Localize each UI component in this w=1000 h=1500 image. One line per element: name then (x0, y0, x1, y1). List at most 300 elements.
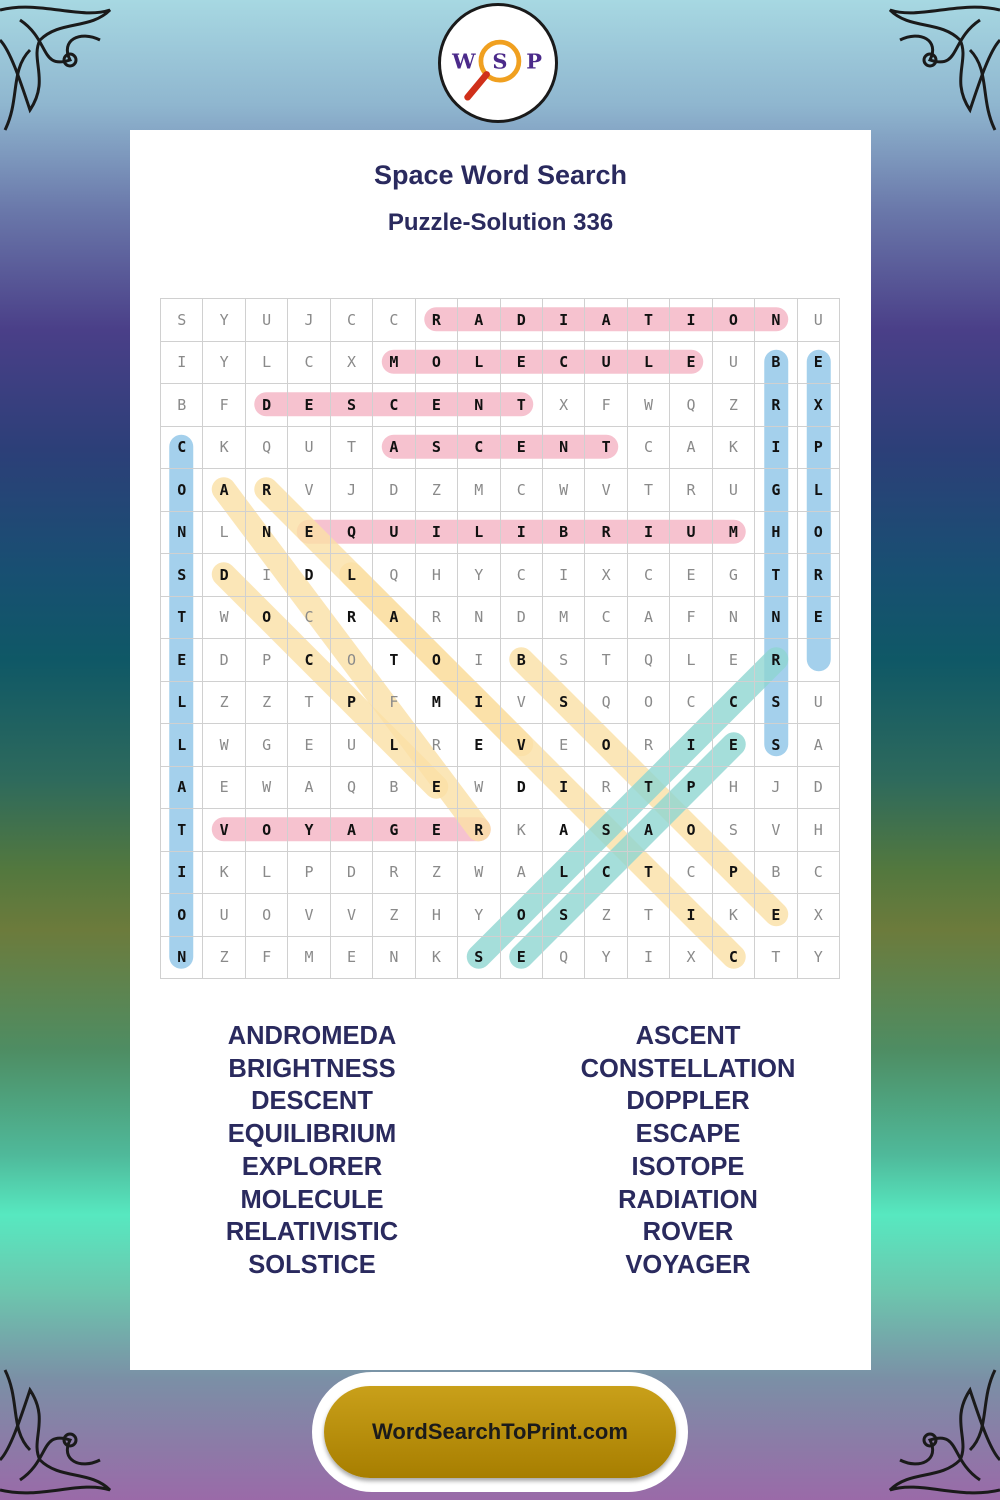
grid-cell[interactable]: N (161, 936, 203, 979)
grid-cell[interactable]: G (373, 809, 415, 852)
grid-cell[interactable]: U (585, 341, 627, 384)
grid-cell[interactable]: G (755, 469, 797, 512)
grid-cell[interactable]: W (627, 384, 669, 427)
grid-cell[interactable]: R (627, 724, 669, 767)
grid-cell[interactable]: Z (203, 936, 245, 979)
grid-cell[interactable]: O (585, 724, 627, 767)
grid-cell[interactable]: N (245, 511, 287, 554)
grid-cell[interactable]: A (288, 766, 330, 809)
grid-cell[interactable]: D (203, 554, 245, 597)
grid-cell[interactable]: T (627, 894, 669, 937)
grid-cell[interactable]: Q (585, 681, 627, 724)
grid-cell[interactable]: X (797, 384, 839, 427)
grid-cell[interactable]: S (755, 681, 797, 724)
grid-cell[interactable]: L (161, 681, 203, 724)
grid-cell[interactable]: I (458, 681, 500, 724)
grid-cell[interactable]: R (245, 469, 287, 512)
grid-cell[interactable]: P (670, 766, 712, 809)
grid-cell[interactable]: N (161, 511, 203, 554)
word-list-item: ISOTOPE (631, 1152, 745, 1181)
grid-row (161, 724, 840, 767)
grid-cell[interactable]: C (670, 851, 712, 894)
grid-cell[interactable]: I (415, 511, 457, 554)
grid-cell[interactable]: D (373, 469, 415, 512)
grid-cell[interactable]: L (203, 511, 245, 554)
grid-cell[interactable]: O (245, 894, 287, 937)
grid-cell[interactable]: Z (245, 681, 287, 724)
grid-cell[interactable]: Z (712, 384, 754, 427)
grid-cell[interactable]: I (500, 511, 542, 554)
grid-cell[interactable]: C (627, 554, 669, 597)
grid-cell[interactable]: T (755, 554, 797, 597)
grid-cell[interactable]: S (542, 639, 584, 682)
grid-cell[interactable]: R (373, 851, 415, 894)
grid-cell[interactable]: E (500, 341, 542, 384)
grid-cell[interactable]: I (542, 299, 584, 342)
grid-cell[interactable]: I (627, 936, 669, 979)
grid-cell[interactable]: L (542, 851, 584, 894)
word-list-item: DOPPLER (626, 1087, 750, 1116)
grid-row (161, 936, 840, 979)
ornament-corner-bottom-right (860, 1360, 1000, 1500)
grid-cell[interactable]: M (288, 936, 330, 979)
grid-cell[interactable]: T (330, 426, 372, 469)
grid-cell[interactable]: R (755, 384, 797, 427)
grid-cell[interactable]: R (330, 596, 372, 639)
grid-cell[interactable]: E (712, 639, 754, 682)
grid-cell[interactable]: T (161, 596, 203, 639)
grid-cell[interactable]: Q (670, 384, 712, 427)
ornament-corner-top-right (860, 0, 1000, 140)
grid-cell[interactable]: W (203, 596, 245, 639)
grid-cell[interactable]: S (415, 426, 457, 469)
grid-cell[interactable]: I (161, 341, 203, 384)
grid-cell[interactable]: C (712, 936, 754, 979)
grid-cell[interactable]: C (373, 384, 415, 427)
word-list-item: EXPLORER (241, 1152, 383, 1181)
grid-cell[interactable]: R (415, 724, 457, 767)
grid-cell[interactable]: E (458, 724, 500, 767)
grid-cell[interactable]: V (288, 469, 330, 512)
grid-cell[interactable]: G (712, 554, 754, 597)
grid-cell[interactable]: W (203, 724, 245, 767)
grid-cell[interactable]: C (288, 341, 330, 384)
grid-cell[interactable]: Q (245, 426, 287, 469)
grid-cell[interactable]: V (203, 809, 245, 852)
grid-cell[interactable]: U (670, 511, 712, 554)
grid-cell[interactable]: T (288, 681, 330, 724)
grid-cell[interactable]: P (330, 681, 372, 724)
grid-cell[interactable]: E (415, 766, 457, 809)
word-list-left (132, 1020, 492, 1282)
grid-cell[interactable]: D (500, 299, 542, 342)
grid-cell[interactable]: C (161, 426, 203, 469)
grid-cell[interactable]: L (373, 724, 415, 767)
grid-cell[interactable]: J (755, 766, 797, 809)
grid-cell[interactable]: X (797, 894, 839, 937)
grid-cell[interactable]: I (245, 554, 287, 597)
grid-cell[interactable]: A (203, 469, 245, 512)
grid-cell[interactable]: K (203, 851, 245, 894)
grid-row (161, 766, 840, 809)
grid-cell[interactable]: C (458, 426, 500, 469)
grid-cell[interactable]: P (245, 639, 287, 682)
grid-cell[interactable]: C (330, 299, 372, 342)
grid-cell[interactable]: U (712, 341, 754, 384)
grid-cell[interactable]: E (330, 936, 372, 979)
grid-cell[interactable]: K (712, 894, 754, 937)
grid-cell[interactable]: A (585, 299, 627, 342)
grid-cell[interactable]: I (542, 554, 584, 597)
grid-cell[interactable]: P (797, 426, 839, 469)
grid-cell[interactable]: N (373, 936, 415, 979)
grid-cell[interactable]: B (755, 851, 797, 894)
grid-cell[interactable]: W (245, 766, 287, 809)
grid-cell[interactable]: V (500, 724, 542, 767)
grid-cell[interactable]: O (415, 341, 457, 384)
grid-cell[interactable]: T (627, 851, 669, 894)
grid-cell[interactable]: Z (415, 469, 457, 512)
grid-cell[interactable]: Z (415, 851, 457, 894)
grid-cell[interactable]: E (288, 724, 330, 767)
grid-cell[interactable]: C (797, 851, 839, 894)
word-list-item: EQUILIBRIUM (227, 1120, 397, 1149)
grid-cell[interactable]: M (415, 681, 457, 724)
grid-cell[interactable]: U (373, 511, 415, 554)
page-subtitle: Puzzle-Solution 336 (387, 209, 614, 236)
word-list-item: ROVER (642, 1218, 734, 1247)
logo-letter-s: S (492, 48, 508, 74)
grid-cell[interactable]: Y (458, 894, 500, 937)
grid-cell[interactable]: P (288, 851, 330, 894)
grid-cell[interactable]: T (161, 809, 203, 852)
grid-cell[interactable]: U (330, 724, 372, 767)
grid-cell[interactable]: P (712, 851, 754, 894)
grid-cell[interactable]: Y (203, 299, 245, 342)
grid-cell[interactable]: I (755, 426, 797, 469)
grid-cell[interactable]: B (161, 384, 203, 427)
grid-cell[interactable]: R (458, 809, 500, 852)
grid-cell[interactable]: C (288, 639, 330, 682)
site-link-label[interactable]: WordSearchToPrint.com (324, 1386, 676, 1478)
grid-cell[interactable]: M (373, 341, 415, 384)
grid-cell[interactable]: A (627, 809, 669, 852)
grid-cell[interactable]: A (330, 809, 372, 852)
grid-cell[interactable]: W (458, 766, 500, 809)
grid-cell[interactable]: B (500, 639, 542, 682)
grid-cell[interactable]: E (670, 341, 712, 384)
word-list-right (508, 1020, 868, 1282)
grid-cell[interactable]: Q (330, 766, 372, 809)
grid-cell[interactable]: F (245, 936, 287, 979)
grid-cell[interactable]: F (373, 681, 415, 724)
word-list-item: ESCAPE (635, 1120, 741, 1149)
grid-cell[interactable]: T (585, 426, 627, 469)
ornament-corner-bottom-left (0, 1360, 140, 1500)
grid-cell[interactable]: V (585, 469, 627, 512)
grid-cell[interactable]: O (161, 469, 203, 512)
grid-cell[interactable]: Q (373, 554, 415, 597)
wsp-logo[interactable] (438, 3, 558, 123)
word-list-item: RADIATION (618, 1185, 758, 1214)
grid-cell[interactable]: W (542, 469, 584, 512)
grid-cell[interactable]: E (670, 554, 712, 597)
grid-cell[interactable]: U (797, 681, 839, 724)
grid-cell[interactable]: D (245, 384, 287, 427)
grid-cell[interactable]: L (458, 511, 500, 554)
word-list-item: SOLSTICE (248, 1250, 376, 1279)
grid-cell[interactable]: I (670, 299, 712, 342)
grid-cell[interactable]: U (288, 426, 330, 469)
grid-cell[interactable]: I (542, 766, 584, 809)
grid-cell[interactable]: T (755, 936, 797, 979)
grid-cell[interactable]: S (161, 554, 203, 597)
grid-cell[interactable]: Q (542, 936, 584, 979)
grid-cell[interactable]: N (458, 596, 500, 639)
grid-cell[interactable]: J (330, 469, 372, 512)
grid-cell[interactable]: T (627, 299, 669, 342)
word-list-item: ASCENT (635, 1022, 741, 1050)
grid-cell[interactable]: O (245, 809, 287, 852)
grid-cell[interactable]: C (585, 596, 627, 639)
grid-cell[interactable]: E (500, 426, 542, 469)
site-link-button[interactable] (312, 1372, 688, 1492)
grid-cell[interactable]: Y (203, 341, 245, 384)
grid-cell[interactable]: U (245, 299, 287, 342)
grid-cell[interactable]: B (755, 341, 797, 384)
grid-cell[interactable]: L (627, 341, 669, 384)
grid-cell[interactable]: V (755, 809, 797, 852)
word-list-item: RELATIVISTIC (225, 1218, 399, 1247)
grid-cell[interactable]: R (585, 766, 627, 809)
grid-cell[interactable]: F (585, 384, 627, 427)
grid-cell[interactable]: X (542, 384, 584, 427)
grid-row (161, 639, 840, 682)
grid-cell[interactable]: B (373, 766, 415, 809)
grid-cell[interactable]: V (330, 894, 372, 937)
grid-cell[interactable]: S (542, 681, 584, 724)
grid-cell[interactable]: A (373, 426, 415, 469)
grid-cell[interactable]: O (712, 299, 754, 342)
grid-cell[interactable]: E (755, 894, 797, 937)
grid-cell[interactable]: M (458, 469, 500, 512)
grid-row (161, 426, 840, 469)
grid-cell[interactable]: A (373, 596, 415, 639)
grid-cell[interactable]: L (161, 724, 203, 767)
grid-cell[interactable]: X (330, 341, 372, 384)
grid-row (161, 809, 840, 852)
grid-cell[interactable]: B (542, 511, 584, 554)
grid-cell[interactable]: Z (373, 894, 415, 937)
grid-cell[interactable]: S (755, 724, 797, 767)
grid-cell[interactable]: C (288, 596, 330, 639)
grid-cell[interactable]: I (627, 511, 669, 554)
grid-cell[interactable]: C (712, 681, 754, 724)
grid-cell[interactable]: J (288, 299, 330, 342)
grid-cell[interactable]: V (500, 681, 542, 724)
grid-cell[interactable]: E (288, 384, 330, 427)
grid-cell[interactable]: C (373, 299, 415, 342)
grid-cell[interactable]: H (415, 554, 457, 597)
grid-cell[interactable] (797, 639, 839, 682)
grid-cell[interactable]: C (500, 469, 542, 512)
word-list-item: VOYAGER (625, 1250, 751, 1279)
grid-cell[interactable]: S (161, 299, 203, 342)
word-search-grid (160, 298, 840, 978)
grid-cell[interactable]: S (458, 936, 500, 979)
grid-cell[interactable]: A (627, 596, 669, 639)
page-title: Space Word Search (373, 160, 628, 190)
grid-cell[interactable]: Y (585, 936, 627, 979)
grid-cell[interactable]: X (670, 936, 712, 979)
grid-cell[interactable]: H (712, 766, 754, 809)
grid-cell[interactable]: L (330, 554, 372, 597)
grid-cell[interactable]: U (203, 894, 245, 937)
grid-cell[interactable]: O (245, 596, 287, 639)
grid-cell[interactable]: E (500, 936, 542, 979)
grid-cell[interactable]: E (797, 596, 839, 639)
logo-letter-w: W (452, 48, 476, 74)
grid-cell[interactable]: I (670, 724, 712, 767)
word-list-item: ANDROMEDA (227, 1022, 397, 1050)
grid-cell[interactable]: M (542, 596, 584, 639)
grid-cell[interactable]: D (330, 851, 372, 894)
grid-cell[interactable]: L (245, 341, 287, 384)
grid-cell[interactable]: O (500, 894, 542, 937)
grid-cell[interactable]: A (500, 851, 542, 894)
grid-cell[interactable]: C (670, 681, 712, 724)
grid-cell[interactable]: A (670, 426, 712, 469)
grid-cell[interactable]: E (415, 384, 457, 427)
grid-cell[interactable]: G (245, 724, 287, 767)
grid-cell[interactable]: D (203, 639, 245, 682)
grid-cell[interactable]: F (670, 596, 712, 639)
grid-cell[interactable]: I (161, 851, 203, 894)
grid-cell[interactable]: T (585, 639, 627, 682)
grid-cell[interactable]: W (458, 851, 500, 894)
grid-cell[interactable]: U (712, 469, 754, 512)
grid-row (161, 596, 840, 639)
grid-cell[interactable]: S (330, 384, 372, 427)
grid-cell[interactable]: A (542, 809, 584, 852)
grid-cell[interactable]: S (712, 809, 754, 852)
grid-cell[interactable]: L (458, 341, 500, 384)
grid-cell[interactable]: T (627, 766, 669, 809)
grid-row (161, 299, 840, 342)
grid-cell[interactable]: C (500, 554, 542, 597)
grid-cell[interactable]: O (161, 894, 203, 937)
grid-row (161, 341, 840, 384)
grid-cell[interactable]: E (203, 766, 245, 809)
grid-cell[interactable]: D (500, 596, 542, 639)
grid-cell[interactable]: H (415, 894, 457, 937)
logo-letter-p: P (526, 48, 542, 74)
grid-row (161, 384, 840, 427)
grid-cell[interactable]: N (458, 384, 500, 427)
grid-cell[interactable]: E (712, 724, 754, 767)
grid-cell[interactable]: O (627, 681, 669, 724)
grid-row (161, 469, 840, 512)
grid-cell[interactable]: D (797, 766, 839, 809)
grid-cell[interactable]: C (542, 341, 584, 384)
grid-cell[interactable]: Q (330, 511, 372, 554)
grid-cell[interactable]: Y (797, 936, 839, 979)
grid-row (161, 851, 840, 894)
grid-cell[interactable]: X (585, 554, 627, 597)
grid-cell[interactable]: R (797, 554, 839, 597)
grid-row (161, 894, 840, 937)
grid-cell[interactable]: D (288, 554, 330, 597)
grid-cell[interactable]: R (670, 469, 712, 512)
word-list-item: MOLECULE (240, 1185, 384, 1214)
grid-cell[interactable]: K (500, 809, 542, 852)
grid-cell[interactable]: Y (458, 554, 500, 597)
grid-cell[interactable]: D (500, 766, 542, 809)
grid-cell[interactable]: N (542, 426, 584, 469)
grid-cell[interactable]: I (670, 894, 712, 937)
grid-cell[interactable]: E (288, 511, 330, 554)
grid-cell[interactable]: R (415, 596, 457, 639)
grid-cell[interactable]: E (415, 809, 457, 852)
grid-cell[interactable]: C (585, 851, 627, 894)
ornament-corner-top-left (0, 0, 140, 140)
grid-cell[interactable]: Q (627, 639, 669, 682)
grid-cell[interactable]: H (797, 809, 839, 852)
grid-cell[interactable]: R (415, 299, 457, 342)
grid-cell[interactable]: T (500, 384, 542, 427)
grid-cell[interactable]: O (670, 809, 712, 852)
grid-cell[interactable]: N (712, 596, 754, 639)
grid-cell[interactable]: T (373, 639, 415, 682)
grid-cell[interactable]: H (755, 511, 797, 554)
grid-cell[interactable]: R (585, 511, 627, 554)
grid-cell[interactable]: U (797, 299, 839, 342)
grid-cell[interactable]: O (415, 639, 457, 682)
grid-cell[interactable]: C (627, 426, 669, 469)
grid-cell[interactable]: R (755, 639, 797, 682)
grid-cell[interactable]: Z (203, 681, 245, 724)
grid-cell[interactable]: S (542, 894, 584, 937)
grid-cell[interactable]: S (585, 809, 627, 852)
grid-cell[interactable]: N (755, 596, 797, 639)
grid-cell[interactable]: A (161, 766, 203, 809)
grid-cell[interactable]: Z (585, 894, 627, 937)
grid-cell[interactable]: L (245, 851, 287, 894)
grid-cell[interactable]: V (288, 894, 330, 937)
grid-cell[interactable]: M (712, 511, 754, 554)
grid-cell[interactable]: K (203, 426, 245, 469)
grid-cell[interactable]: N (755, 299, 797, 342)
grid-cell[interactable]: A (797, 724, 839, 767)
grid-row (161, 511, 840, 554)
grid-cell[interactable]: E (161, 639, 203, 682)
grid-cell[interactable]: I (458, 639, 500, 682)
grid-cell[interactable]: L (797, 469, 839, 512)
grid-cell[interactable]: O (330, 639, 372, 682)
grid-cell[interactable]: E (797, 341, 839, 384)
grid-cell[interactable]: L (670, 639, 712, 682)
grid-cell[interactable]: K (712, 426, 754, 469)
grid-cell[interactable]: K (415, 936, 457, 979)
grid-cell[interactable]: T (627, 469, 669, 512)
grid-cell[interactable]: A (458, 299, 500, 342)
grid-cell[interactable]: E (542, 724, 584, 767)
grid-cell[interactable]: Y (288, 809, 330, 852)
grid-cell[interactable]: F (203, 384, 245, 427)
grid-row (161, 554, 840, 597)
grid-row (161, 681, 840, 724)
grid-cell[interactable]: O (797, 511, 839, 554)
